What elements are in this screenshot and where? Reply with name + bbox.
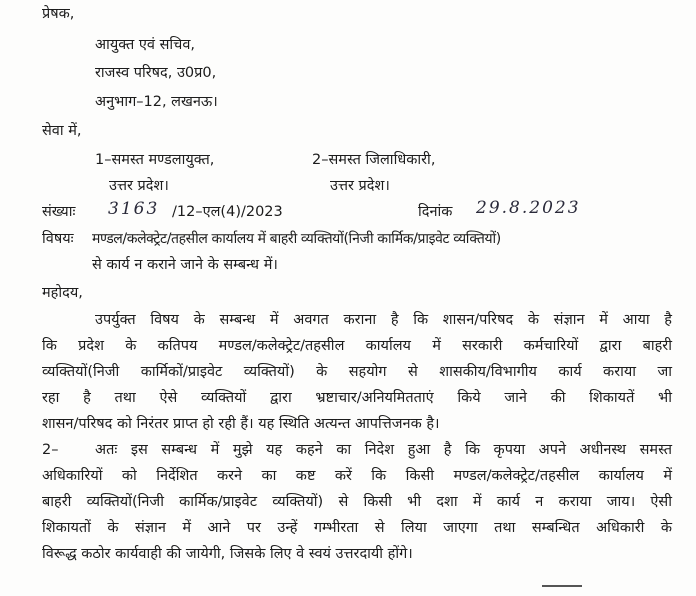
recipient-2-line-2: उत्तर प्रदेश। [330,178,390,194]
para-2-line-5: विरूद्ध कठोर कार्यवाही की जायेगी, जिसके लिए वे स्वयं उत्तरदायी होंगे। [42,546,413,562]
recipient-1-line-2: उत्तर प्रदेश। [109,178,169,194]
para-1-line-5: शासन/परिषद को निरंतर प्राप्त हो रही हैं। यह स्थिति अत्यन्त आपत्तिजनक है। [42,416,440,432]
to-label: सेवा में, [42,123,82,139]
para-2-line-1: अतः इस सम्बन्ध में मुझे यह कहने का निदेश हुआ है कि कृपया अपने अधीनस्थ समस्त [95,442,672,458]
sender-line-2: राजस्व परिषद, उ0प्र0, [95,65,217,81]
recipient-1-line-1: 1–समस्त मण्डलायुक्त, [95,152,215,168]
para-1-line-4: रहा है तथा ऐसे व्यक्तियों द्वारा भ्रष्टाचार/अनियमितताएं किये जाने की शिकायतें भी [42,390,672,406]
para-1-line-2: कि प्रदेश के कतिपय मण्डल/कलेक्ट्रेट/तहसील कार्यालय में सरकारी कर्मचारियों द्वारा बाहरी [42,338,672,354]
reference-label: संख्याः [42,204,76,220]
para-2-line-3: बाहरी व्यक्तियों(निजी कार्मिक/प्राइवेट व्यक्तियों) से किसी भी दशा में कार्य न कराया जाय। ऐसी [42,494,672,510]
signature-mark [542,585,582,587]
handwritten-letter-number: 3163 [108,199,160,219]
para-2-line-2: अधिकारियों को निर्देशित करने का कष्ट करें कि किसी मण्डल/कलेक्ट्रेट/तहसील कार्यालय में [42,468,672,484]
sender-line-3: अनुभाग–12, लखनऊ। [95,94,218,110]
para-1-line-1: उपर्युक्त विषय के सम्बन्ध में अवगत कराना है कि शासन/परिषद के संज्ञान में आया है [95,312,672,328]
para-2-line-4: शिकायतों के संज्ञान में आने पर उन्हें गम्भीरता से लिया जाएगा तथा सम्बन्धित अधिकारी के [42,520,672,536]
para-2-number: 2– [42,442,59,458]
handwritten-date: 29.8.2023 [476,198,581,218]
date-label: दिनांक [418,204,453,220]
recipient-2-line-1: 2–समस्त जिलाधिकारी, [312,152,436,168]
sender-line-1: आयुक्त एवं सचिव, [95,37,196,53]
subject-label: विषयः [42,231,74,247]
sender-label: प्रेषक, [42,6,75,22]
reference-suffix: /12–एल(4)/2023 [172,204,283,220]
subject-line-2: से कार्य न कराने जाने के सम्बन्ध में। [92,257,278,273]
salutation: महोदय, [42,285,83,301]
subject-line-1: मण्डल/कलेक्ट्रेट/तहसील कार्यालय में बाहरी व्यक्तियों(निजी कार्मिक/प्राइवेट व्यक्तियों) [92,231,501,247]
para-1-line-3: व्यक्तियों(निजी कार्मिकों/प्राइवेट व्यक्तियों) के सहयोग से शासकीय/विभागीय कार्य कराया जा [42,364,672,380]
